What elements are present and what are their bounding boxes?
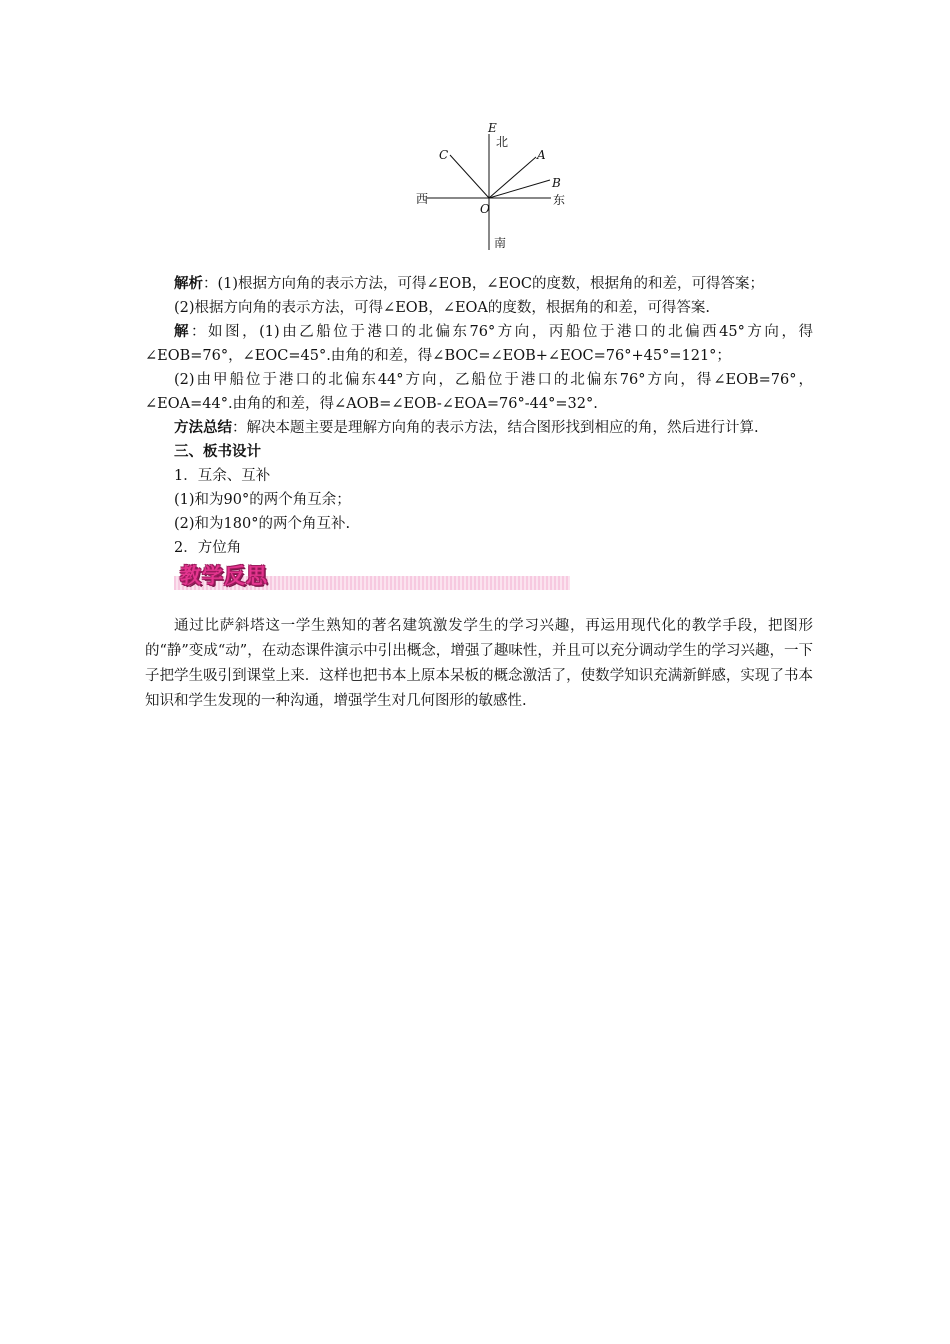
analysis-lead: 解析 bbox=[174, 276, 203, 292]
summary-text: ：解决本题主要是理解方向角的表示方法，结合图形找到相应的角，然后进行计算. bbox=[232, 420, 759, 436]
analysis-text-1: ：(1)根据方向角的表示方法，可得∠EOB，∠EOC的度数，根据角的和差，可得答案； bbox=[203, 276, 765, 292]
board-design-heading: 三、板书设计 bbox=[174, 444, 261, 460]
solution-part-2: (2)由甲船位于港口的北偏东44°方向，乙船位于港口的北偏东76°方向，得∠EOB=76°，∠EOA=44°.由角的和差，得∠AOB=∠EOB-∠EOA=76°-44°=32°. bbox=[145, 372, 813, 412]
board-item-1: 1．互余、互补 bbox=[174, 468, 271, 484]
ray-ob bbox=[489, 180, 550, 198]
label-c: C bbox=[439, 148, 449, 162]
direction-angle-figure bbox=[405, 118, 585, 258]
label-south: 南 bbox=[494, 236, 507, 250]
solution-part-1 bbox=[145, 320, 813, 368]
label-e: E bbox=[488, 121, 497, 135]
board-item-3: (2)和为180°的两个角互补. bbox=[174, 516, 351, 532]
label-east: 东 bbox=[553, 193, 566, 207]
label-o: O bbox=[480, 202, 490, 216]
teaching-reflection-banner bbox=[174, 562, 570, 592]
direction-angle-diagram bbox=[405, 118, 585, 258]
analysis-line-2: (2)根据方向角的表示方法，可得∠EOB，∠EOA的度数，根据角的和差，可得答案. bbox=[174, 300, 711, 316]
label-b: B bbox=[552, 176, 561, 190]
solution-text-1: ：如图，(1)由乙船位于港口的北偏东76°方向，丙船位于港口的北偏西45°方向，得∠EOB=76°，∠EOC=45°.由角的和差，得∠BOC=∠EOB+∠EOC=76°+45°=121°； bbox=[145, 324, 813, 364]
teaching-reflection-text: 通过比萨斜塔这一学生熟知的著名建筑激发学生的学习兴趣，再运用现代化的教学手段，把图形的“静”变成“动”，在动态课件演示中引出概念，增强了趣味性，并且可以充分调动学生的学习兴趣，一下子把学生吸引到课堂上来．这样也把书本上原本呆板的概念激活了，使数学知识充满新鲜感，实现了书本知识和学生发现的一种沟通，增强学生对几何图形的敏感性. bbox=[145, 618, 813, 709]
banner-title: 教学反思 bbox=[180, 564, 268, 588]
summary-lead: 方法总结 bbox=[174, 420, 232, 436]
board-item-4: 2．方位角 bbox=[174, 540, 242, 556]
method-summary bbox=[145, 416, 813, 440]
solution-lead: 解 bbox=[174, 324, 192, 340]
label-a: A bbox=[537, 148, 546, 162]
document-body bbox=[145, 272, 813, 714]
analysis-line-1 bbox=[145, 272, 813, 296]
board-item-2: (1)和为90°的两个角互余； bbox=[174, 492, 351, 508]
ray-oa bbox=[489, 157, 536, 198]
ray-oc bbox=[450, 155, 489, 198]
label-west: 西 bbox=[416, 192, 429, 206]
label-north: 北 bbox=[496, 135, 509, 149]
